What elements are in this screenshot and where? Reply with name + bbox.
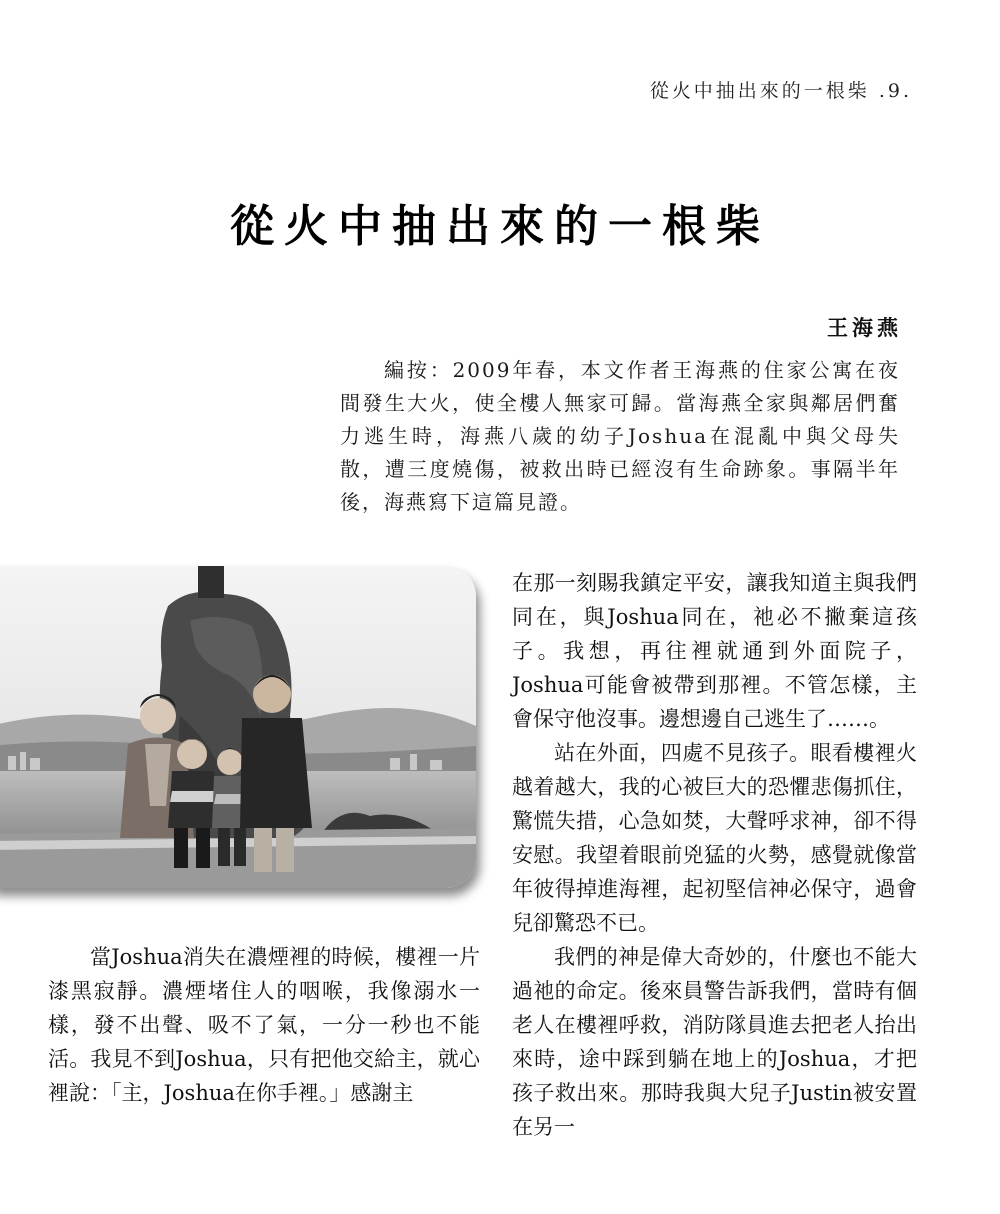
paragraph: 站在外面，四處不見孩子。眼看樓裡火越着越大，我的心被巨大的恐懼悲傷抓住，驚慌失措，心急如焚，大聲呼求神，卻不得安慰。我望着眼前兇猛的火勢，感覺就像當年彼得掉進海裡，起初堅信神必保守，過會兒卻驚恐不已。 xyxy=(512,741,917,935)
editor-note: 編按：2009年春，本文作者王海燕的住家公寓在夜間發生大火，使全樓人無家可歸。當海燕全家與鄰居們奮力逃生時，海燕八歲的幼子Joshua在混亂中與父母失散，遭三度燒傷，被救出時已經沒有生命跡象。事隔半年後，海燕寫下這篇見證。 xyxy=(340,358,900,514)
paragraph: 我們的神是偉大奇妙的，什麼也不能大過祂的命定。後來員警告訴我們，當時有個老人在樓裡呼救，消防隊員進去把老人抬出來時，途中踩到躺在地上的Joshua，才把孩子救出來。那時我與大兒子Justin被安置在另一 xyxy=(512,945,917,1139)
paragraph: 當Joshua消失在濃煙裡的時候，樓裡一片漆黑寂靜。濃煙堵住人的咽喉，我像溺水一樣，發不出聲、吸不了氣，一分一秒也不能活。我見不到Joshua，只有把他交給主，就心裡說：「主，Joshua在你手裡。」感謝主 xyxy=(48,945,480,1105)
family-photo-image xyxy=(0,566,476,888)
paragraph: 在那一刻賜我鎮定平安，讓我知道主與我們同在，與Joshua同在，祂必不撇棄這孩子。我想，再往裡就通到外面院子，Joshua可能會被帶到那裡。不管怎樣，主會保守他沒事。邊想邊自己逃生了……。 xyxy=(512,571,917,731)
left-column xyxy=(48,940,480,1110)
article-author: 王海燕 xyxy=(827,315,902,340)
article-title: 從火中抽出來的一根柴 xyxy=(230,201,770,252)
family-photo xyxy=(0,566,476,888)
running-head: 從火中抽出來的一根柴 .9. xyxy=(649,80,912,102)
right-column xyxy=(512,566,917,1144)
